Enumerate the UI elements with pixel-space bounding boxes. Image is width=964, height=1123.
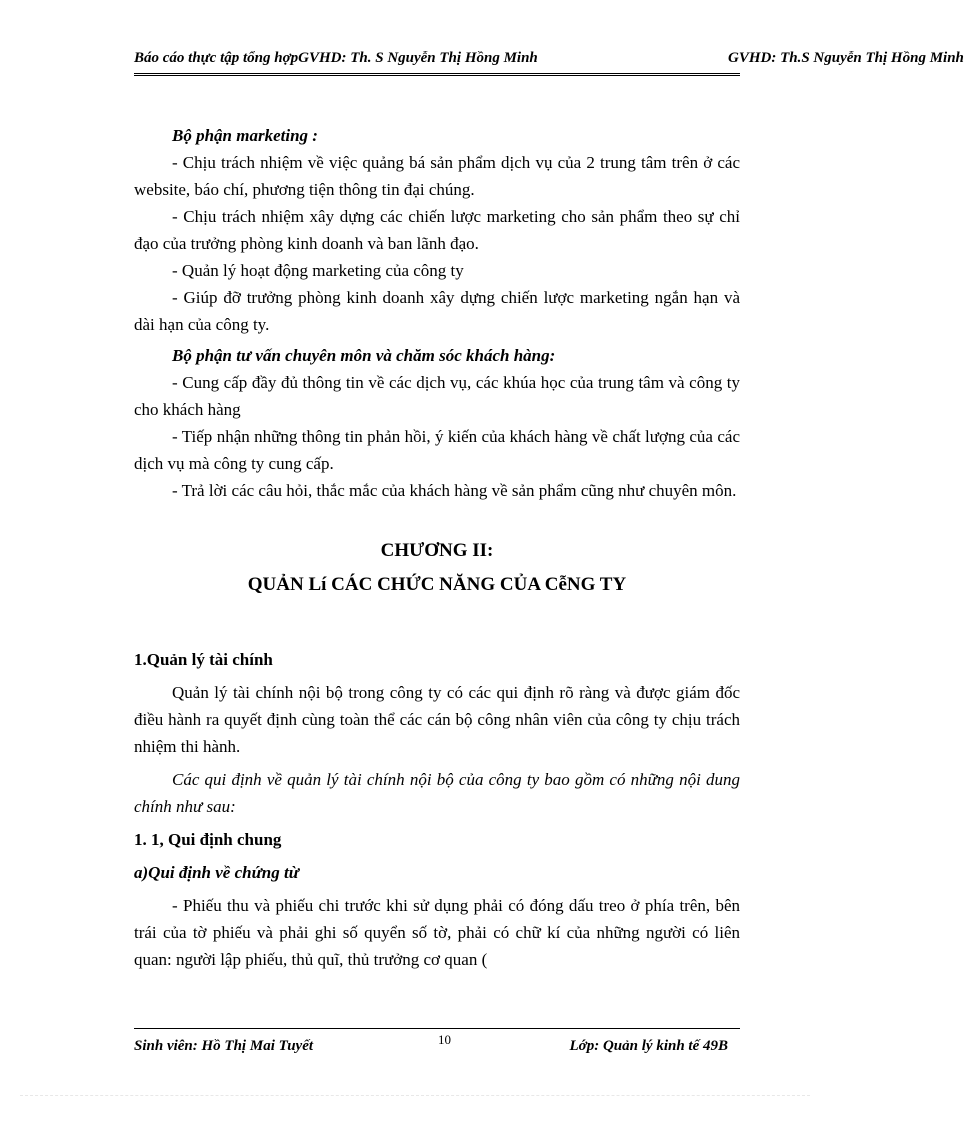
page-footer <box>134 1032 740 1058</box>
section-paragraph: Quản lý tài chính nội bộ trong công ty có các qui định rõ ràng và được giám đốc điều hành ra quyết định cùng toàn thể các cán bộ công nhân viên của công ty chịu trách nhiệm thi hành. <box>134 683 740 756</box>
point-heading: a)Qui định về chứng từ <box>134 863 299 882</box>
chapter-number: CHƯƠNG II: <box>380 540 494 561</box>
marketing-item: - Chịu trách nhiệm xây dựng các chiến lược marketing cho sản phẩm theo sự chỉ đạo của trưởng phòng kinh doanh và ban lãnh đạo. <box>134 207 740 253</box>
marketing-item: - Chịu trách nhiệm về việc quảng bá sản phẩm dịch vụ của 2 trung tâm trên ở các website, báo chí, phương tiện thông tin đại chúng. <box>134 153 740 199</box>
footer-student: Sinh viên: Hồ Thị Mai Tuyết <box>134 1038 314 1054</box>
subsection-heading: 1. 1, Qui định chung <box>134 830 282 849</box>
page-edge-divider <box>20 1095 810 1096</box>
footer-rule <box>134 1028 740 1029</box>
section-heading: 1.Quản lý tài chính <box>134 650 273 669</box>
chapter-title: QUẢN Lí CÁC CHỨC NĂNG CỦA CễNG TY <box>247 574 627 595</box>
header-left-text: Báo cáo thực tập tổng hợpGVHD: Th. S Nguyễn Thị Hồng Minh <box>134 50 538 66</box>
marketing-item: - Giúp đỡ trưởng phòng kinh doanh xây dựng chiến lược marketing ngắn hạn và dài hạn của công ty. <box>134 288 740 334</box>
consulting-item: - Trả lời các câu hỏi, thắc mắc của khách hàng về sản phẩm cũng như chuyên môn. <box>172 481 737 500</box>
document-body <box>134 122 740 973</box>
header-right-text: GVHD: Th.S Nguyễn Thị Hồng Minh <box>728 50 964 66</box>
marketing-heading: Bộ phận marketing : <box>172 126 318 145</box>
header-rule <box>134 73 740 76</box>
marketing-item: - Quản lý hoạt động marketing của công ty <box>172 261 464 280</box>
point-paragraph: - Phiếu thu và phiếu chi trước khi sử dụng phải có đóng dấu treo ở phía trên, bên trái của tờ phiếu và phải ghi số quyển số tờ, phải có chữ kí của những người có liên quan: người lập phiếu, thủ quĩ, thủ trưởng cơ quan ( <box>134 896 740 969</box>
consulting-item: - Cung cấp đầy đủ thông tin về các dịch vụ, các khúa học của trung tâm và công ty cho khách hàng <box>134 373 740 419</box>
page-header <box>134 48 964 72</box>
consulting-item: - Tiếp nhận những thông tin phản hồi, ý kiến của khách hàng về chất lượng của các dịch vụ mà công ty cung cấp. <box>134 427 740 473</box>
page-number: 10 <box>438 1032 451 1047</box>
section-intro: Các qui định về quản lý tài chính nội bộ của công ty bao gồm có những nội dung chính như sau: <box>134 770 740 816</box>
consulting-heading: Bộ phận tư vấn chuyên môn và chăm sóc khách hàng: <box>172 346 556 365</box>
footer-class: Lớp: Quản lý kinh tế 49B <box>569 1038 728 1054</box>
